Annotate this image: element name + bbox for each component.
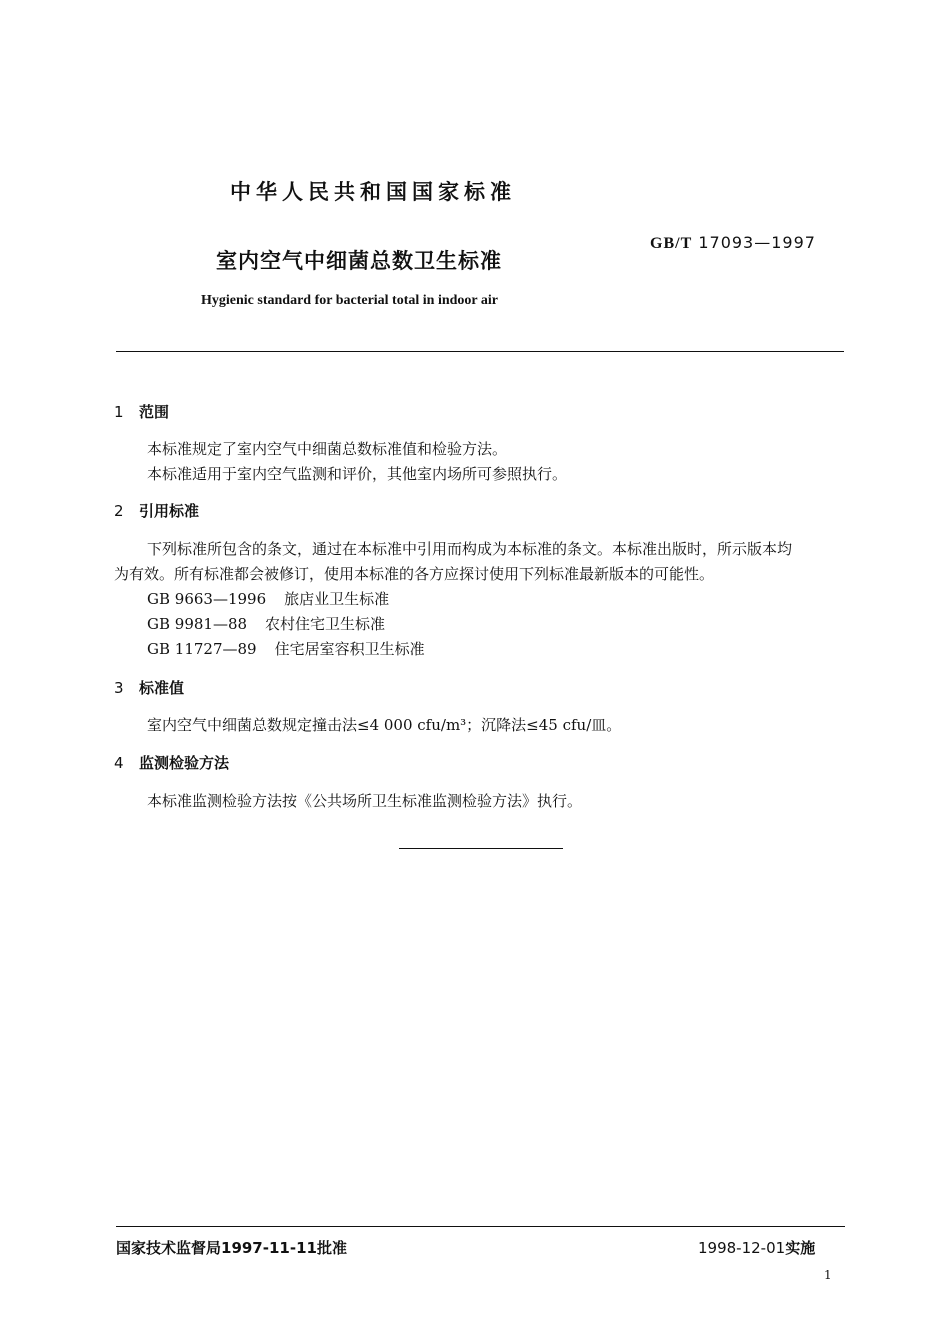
standard-code [650, 233, 816, 253]
section-1-heading [114, 401, 169, 422]
section-number: 1 [114, 403, 124, 421]
section-4-paragraph: 本标准监测检验方法按《公共场所卫生标准监测检验方法》执行。 [147, 792, 583, 810]
footer-divider [116, 1226, 845, 1227]
section-1-paragraph-2: 本标准适用于室内空气监测和评价，其他室内场所可参照执行。 [147, 465, 568, 483]
section-title: 监测检验方法 [139, 754, 230, 772]
section-2-paragraph-line-2: 为有效。所有标准都会被修订，使用本标准的各方应探讨使用下列标准最新版本的可能性。 [114, 565, 715, 583]
reference-item [147, 638, 425, 659]
section-3-heading [114, 677, 184, 698]
page-number: 1 [824, 1268, 832, 1282]
section-number: 2 [114, 502, 124, 520]
implementation-date-value: 1998-12-01 [698, 1239, 786, 1257]
section-title: 引用标准 [139, 502, 200, 520]
section-4-heading [114, 752, 229, 773]
section-2-paragraph-line-1: 下列标准所包含的条文，通过在本标准中引用而构成为本标准的条文。本标准出版时，所示版本均 [147, 540, 793, 558]
implementation-label: 实施 [785, 1239, 816, 1257]
section-3-paragraph: 室内空气中细菌总数规定撞击法≤4 000 cfu/m³；沉降法≤45 cfu/皿。 [147, 716, 622, 734]
implementation-date [698, 1237, 815, 1258]
section-title: 标准值 [139, 679, 185, 697]
header-divider [116, 351, 844, 352]
reference-code: GB 9663—1996 [147, 590, 267, 608]
section-number: 3 [114, 679, 124, 697]
standard-title-en: Hygienic standard for bacterial total in indoor air [201, 293, 498, 308]
end-of-text-rule [399, 848, 563, 849]
section-1-paragraph-1: 本标准规定了室内空气中细菌总数标准值和检验方法。 [147, 440, 508, 458]
reference-code: GB 9981—88 [147, 615, 248, 633]
approval-date: 国家技术监督局1997-11-11批准 [116, 1239, 347, 1257]
reference-item [147, 613, 385, 634]
reference-name: 旅店业卫生标准 [284, 590, 390, 608]
standard-code-prefix: GB/T [650, 235, 693, 252]
national-standard-heading: 中华人民共和国国家标准 [230, 180, 516, 204]
section-2-heading [114, 500, 199, 521]
standard-title-cn: 室内空气中细菌总数卫生标准 [216, 249, 502, 273]
section-number: 4 [114, 754, 124, 772]
reference-name: 住宅居室容积卫生标准 [274, 640, 425, 658]
standard-code-number: 17093—1997 [698, 233, 816, 252]
reference-code: GB 11727—89 [147, 640, 257, 658]
reference-item [147, 588, 389, 609]
section-title: 范围 [139, 403, 170, 421]
reference-name: 农村住宅卫生标准 [265, 615, 386, 633]
